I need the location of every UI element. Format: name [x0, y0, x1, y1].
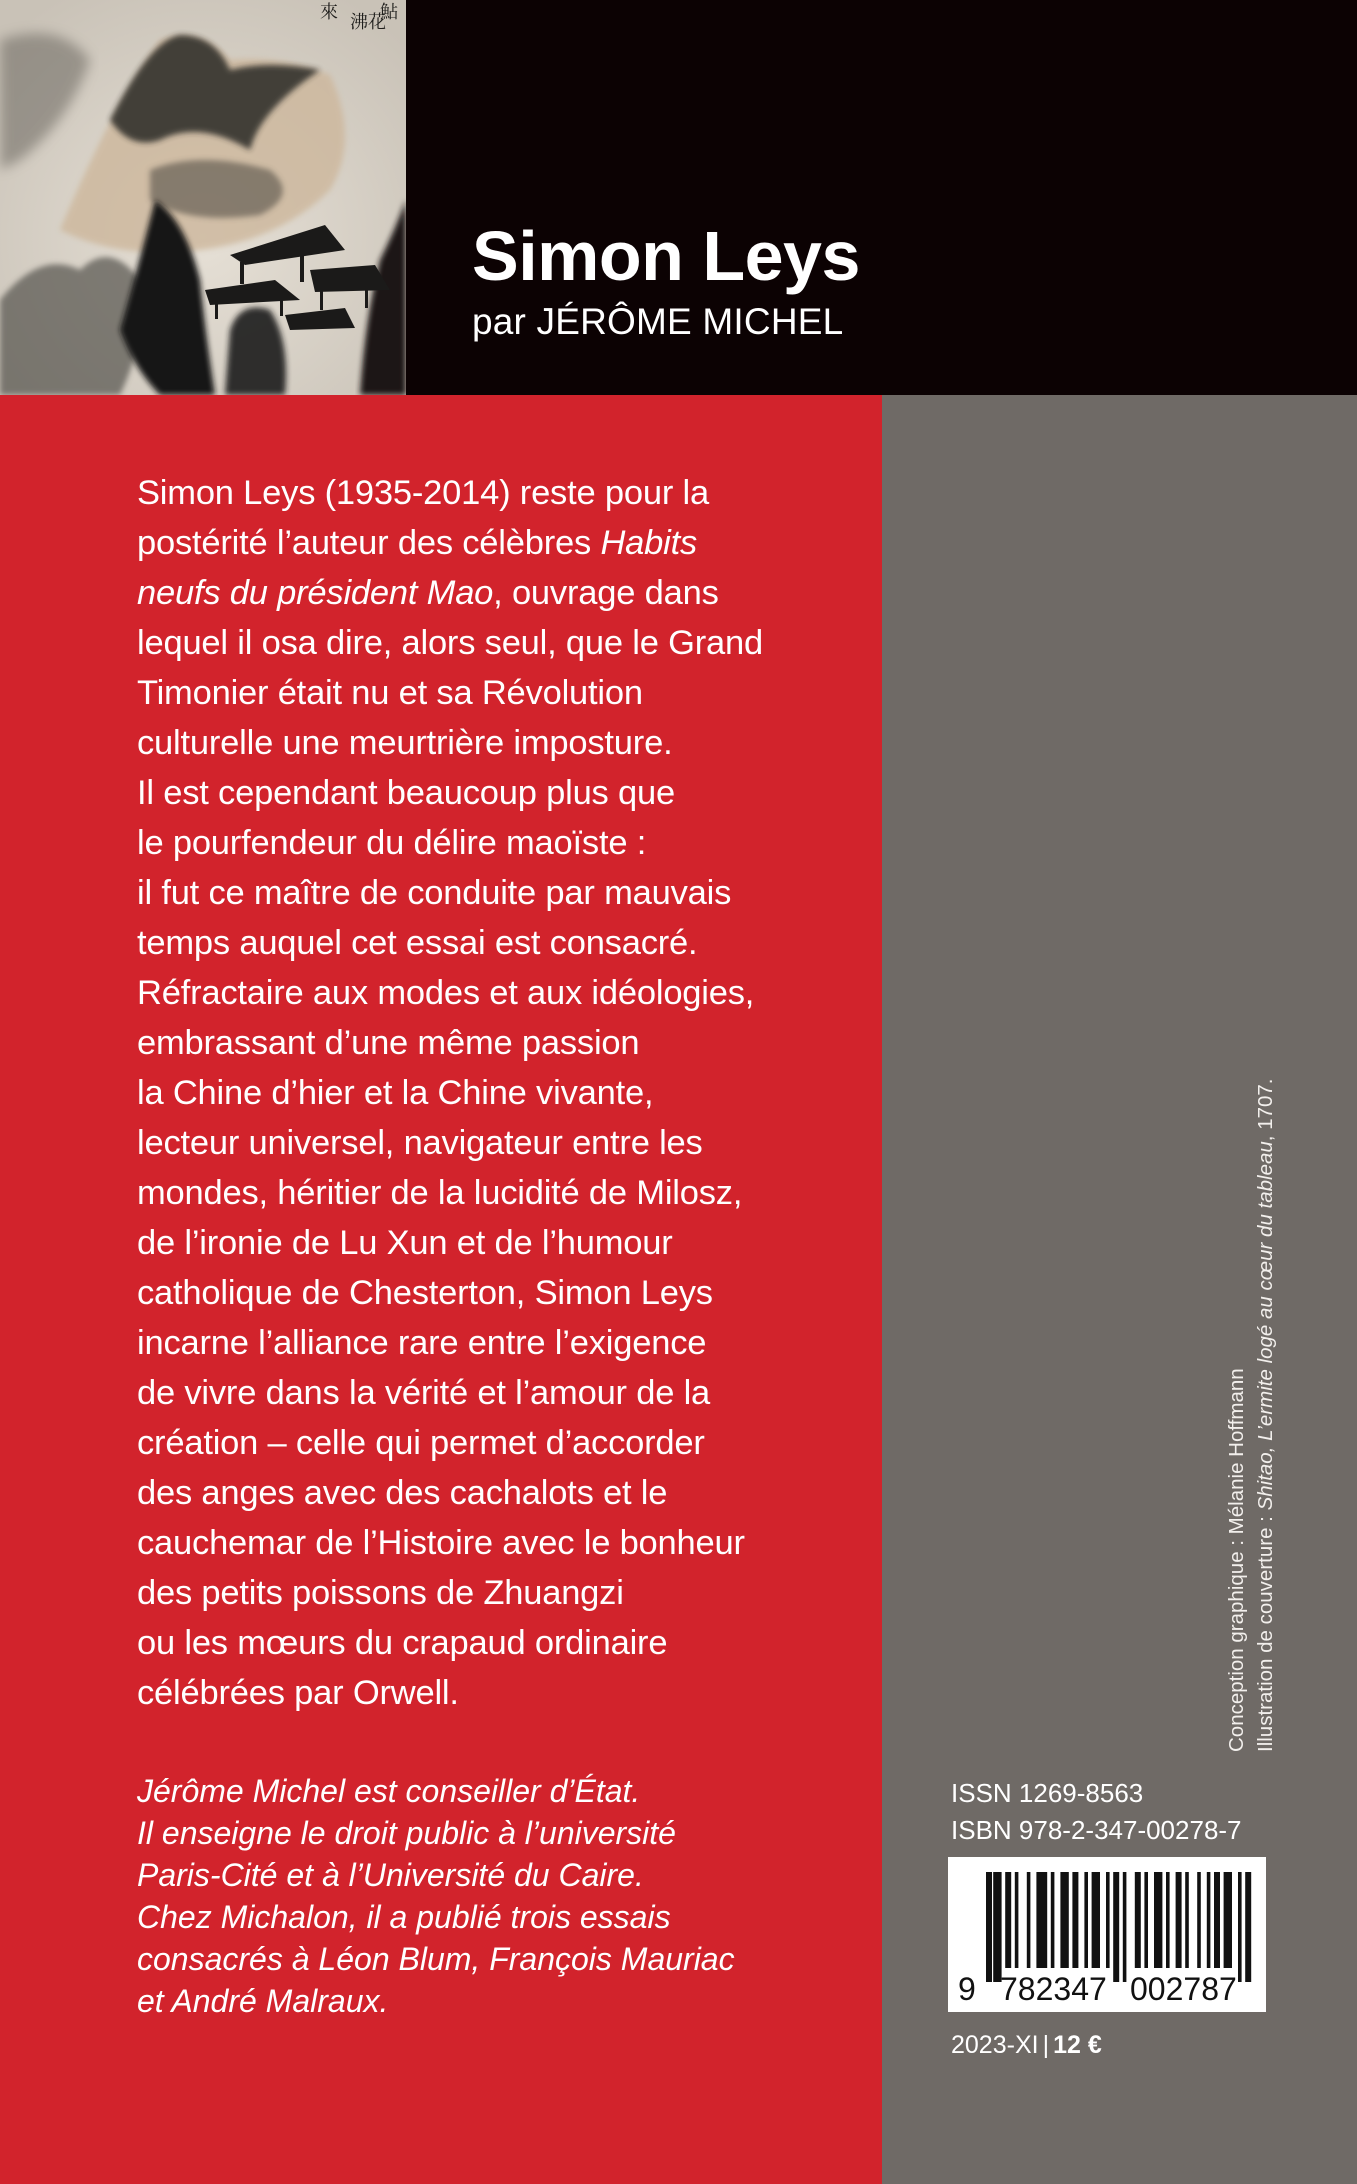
blurb-text: des anges avec des cachalots et le — [137, 1474, 668, 1512]
blurb-line — [137, 518, 857, 568]
bio-line: Paris-Cité et à l’Université du Caire. — [137, 1857, 644, 1893]
blurb-line — [137, 718, 857, 768]
blurb-line — [137, 1618, 857, 1668]
blurb-text: cauchemar de l’Histoire avec le bonheur — [137, 1524, 745, 1562]
illustration-credit — [1251, 1078, 1280, 1752]
blurb-line — [137, 1218, 857, 1268]
blurb-text: culturelle une meurtrière imposture. — [137, 724, 673, 762]
bio-line: Chez Michalon, il a publié trois essais — [137, 1899, 671, 1935]
blurb-line — [137, 1168, 857, 1218]
edition-price — [951, 2030, 1102, 2060]
bio-line: consacrés à Léon Blum, François Mauriac — [137, 1941, 735, 1977]
back-cover-blurb — [137, 468, 857, 1718]
blurb-line — [137, 618, 857, 668]
blurb-text: postérité l’auteur des célèbres — [137, 524, 601, 562]
blurb-line — [137, 1018, 857, 1068]
blurb-line — [137, 1368, 857, 1418]
blurb-text: , ouvrage dans — [493, 574, 719, 612]
illustration-credit-prefix: Illustration de couverture : — [1254, 1510, 1277, 1752]
blurb-text: des petits poissons de Zhuangzi — [137, 1574, 624, 1612]
blurb-line — [137, 768, 857, 818]
illustration-credit-title: Shitao, L’ermite logé au cœur du tableau — [1254, 1141, 1277, 1511]
blurb-text: ou les mœurs du crapaud ordinaire — [137, 1624, 668, 1662]
barcode-right-digits: 002787 — [1130, 1971, 1237, 2007]
blurb-text: Simon Leys (1935-2014) reste pour la — [137, 474, 709, 512]
price: 12 € — [1053, 2031, 1102, 2059]
bio-line: Jérôme Michel est conseiller d’État. — [137, 1773, 641, 1809]
bio-line: Il enseigne le droit public à l’université — [137, 1815, 676, 1851]
blurb-text: embrassant d’une même passion — [137, 1024, 640, 1062]
blurb-line — [137, 1268, 857, 1318]
edition-code: 2023-XI — [951, 2031, 1039, 2059]
cover-illustration — [0, 0, 406, 395]
bio-line: et André Malraux. — [137, 1983, 389, 2019]
svg-text:來: 來 — [320, 2, 338, 23]
author-bio — [137, 1770, 857, 2022]
svg-text:沸花: 沸花 — [350, 12, 386, 33]
blurb-line — [137, 1568, 857, 1618]
blurb-text: le pourfendeur du délire maoïste : — [137, 824, 647, 862]
blurb-line — [137, 1468, 857, 1518]
blurb-text: Réfractaire aux modes et aux idéologies, — [137, 974, 755, 1012]
blurb-line — [137, 1068, 857, 1118]
barcode-icon — [948, 1857, 1266, 2012]
issn-number: ISSN 1269-8563 — [951, 1778, 1144, 1808]
barcode-left-digits: 782347 — [1000, 1971, 1107, 2007]
book-title: Simon Leys — [472, 217, 860, 295]
blurb-line — [137, 968, 857, 1018]
blurb-text: Il est cependant beaucoup plus que — [137, 774, 675, 812]
blurb-line — [137, 1318, 857, 1368]
illustration-credit-year: , 1707. — [1254, 1078, 1277, 1142]
separator: | — [1042, 2031, 1050, 2059]
author-byline: par JÉRÔME MICHEL — [472, 301, 844, 342]
blurb-line — [137, 668, 857, 718]
blurb-text: création – celle qui permet d’accorder — [137, 1424, 705, 1462]
cover-credits — [1222, 1078, 1280, 1752]
blurb-text: la Chine d’hier et la Chine vivante, — [137, 1074, 654, 1112]
svg-text:鮎: 鮎 — [380, 2, 398, 23]
blurb-text: de vivre dans la vérité et l’amour de la — [137, 1374, 711, 1412]
blurb-line — [137, 468, 857, 518]
blurb-line — [137, 868, 857, 918]
blurb-italic-title: Habits — [600, 524, 698, 562]
blurb-text: célébrées par Orwell. — [137, 1674, 459, 1712]
blurb-text: temps auquel cet essai est consacré. — [137, 924, 698, 962]
blurb-line — [137, 818, 857, 868]
blurb-text: Timonier était nu et sa Révolution — [137, 674, 643, 712]
blurb-text: incarne l’alliance rare entre l’exigence — [137, 1324, 707, 1362]
blurb-line — [137, 1668, 857, 1718]
barcode-first-digit: 9 — [958, 1971, 976, 2007]
isbn-barcode — [948, 1857, 1266, 2012]
design-credit: Conception graphique : Mélanie Hoffmann — [1225, 1368, 1248, 1752]
blurb-line — [137, 1418, 857, 1468]
blurb-line — [137, 1518, 857, 1568]
blurb-italic-title: neufs du président Mao — [137, 574, 494, 612]
blurb-text: lequel il osa dire, alors seul, que le Grand — [137, 624, 763, 662]
blurb-text: il fut ce maître de conduite par mauvais — [137, 874, 732, 912]
blurb-text: lecteur universel, navigateur entre les — [137, 1124, 703, 1162]
isbn-number: ISBN 978-2-347-00278-7 — [951, 1815, 1242, 1845]
blurb-text: mondes, héritier de la lucidité de Milosz, — [137, 1174, 743, 1212]
blurb-line — [137, 918, 857, 968]
blurb-line — [137, 568, 857, 618]
blurb-text: de l’ironie de Lu Xun et de l’humour — [137, 1224, 673, 1262]
blurb-line — [137, 1118, 857, 1168]
blurb-text: catholique de Chesterton, Simon Leys — [137, 1274, 713, 1312]
ink-landscape-image — [0, 0, 406, 395]
